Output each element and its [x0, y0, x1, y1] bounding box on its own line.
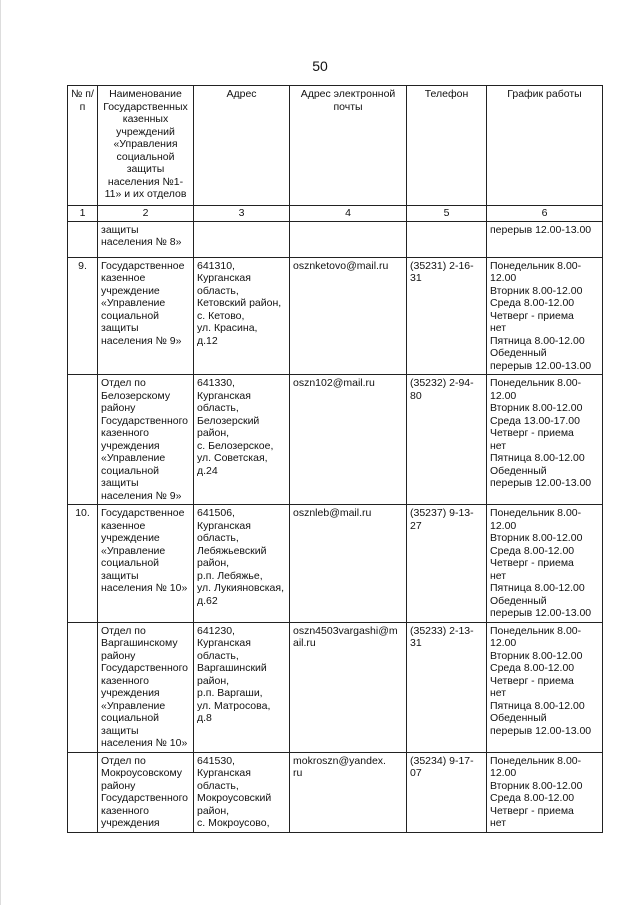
row-email: osznleb@mail.ru [290, 505, 407, 623]
scan-edge [0, 0, 1, 905]
institutions-table [67, 85, 603, 833]
row-address: 641310, Курганская область, Кетовский район, с. Кетово, ул. Красина, д.12 [194, 257, 290, 375]
row-name: Отдел по Белозерскому району Государственного казенного учреждения «Управление социальной защиты населения № 9» [98, 375, 194, 505]
row-num: 10. [68, 505, 98, 623]
row-name: Отдел по Варгашинскому району Государственного казенного учреждения «Управление социальной защиты населения № 10» [98, 622, 194, 752]
row-num [68, 221, 98, 257]
header-schedule: График работы [487, 86, 603, 206]
row-num [68, 375, 98, 505]
row-phone: (35233) 2-13- 31 [407, 622, 487, 752]
page-number: 50 [312, 58, 328, 74]
table-row [68, 505, 603, 623]
row-phone: (35231) 2-16- 31 [407, 257, 487, 375]
row-email: oszn4503vargashi@m ail.ru [290, 622, 407, 752]
table-row [68, 622, 603, 752]
row-schedule: Понедельник 8.00- 12.00 Вторник 8.00-12.00 Среда 13.00-17.00 Четверг - приема нет Пятница 8.00-12.00 Обеденный перерыв 12.00-13.00 [487, 375, 603, 505]
header-name: Наименование Государственных казенных учреждений «Управления социальной защиты населения №1- 11» и их отделов [98, 86, 194, 206]
header-email: Адрес электронной почты [290, 86, 407, 206]
row-name: Государственное казенное учреждение «Управление социальной защиты населения № 10» [98, 505, 194, 623]
header-num: № п/п [68, 86, 98, 206]
column-number-row [68, 206, 603, 222]
row-schedule: Понедельник 8.00- 12.00 Вторник 8.00-12.00 Среда 8.00-12.00 Четверг - приема нет [487, 752, 603, 832]
column-number: 6 [487, 206, 603, 222]
row-address [194, 221, 290, 257]
column-number: 3 [194, 206, 290, 222]
column-number: 5 [407, 206, 487, 222]
row-name: защиты населения № 8» [98, 221, 194, 257]
row-schedule: Понедельник 8.00- 12.00 Вторник 8.00-12.00 Среда 8.00-12.00 Четверг - приема нет Пятница 8.00-12.00 Обеденный перерыв 12.00-13.00 [487, 505, 603, 623]
table-header-row [68, 86, 603, 206]
row-email: mokroszn@yandex. ru [290, 752, 407, 832]
column-number: 2 [98, 206, 194, 222]
row-num: 9. [68, 257, 98, 375]
table-row [68, 221, 603, 257]
row-phone: (35234) 9-17- 07 [407, 752, 487, 832]
row-name: Государственное казенное учреждение «Управление социальной защиты населения № 9» [98, 257, 194, 375]
row-phone: (35237) 9-13- 27 [407, 505, 487, 623]
header-phone: Телефон [407, 86, 487, 206]
row-phone: (35232) 2-94- 80 [407, 375, 487, 505]
column-number: 1 [68, 206, 98, 222]
table-row [68, 257, 603, 375]
header-address: Адрес [194, 86, 290, 206]
row-address: 641506, Курганская область, Лебяжьевский район, р.п. Лебяжье, ул. Лукияновская, д.62 [194, 505, 290, 623]
row-schedule: Понедельник 8.00- 12.00 Вторник 8.00-12.00 Среда 8.00-12.00 Четверг - приема нет Пятница 8.00-12.00 Обеденный перерыв 12.00-13.00 [487, 257, 603, 375]
row-name: Отдел по Мокроусовскому району Государственного казенного учреждения [98, 752, 194, 832]
row-num [68, 622, 98, 752]
row-address: 641530, Курганская область, Мокроусовский район, с. Мокроусово, [194, 752, 290, 832]
table-row [68, 752, 603, 832]
row-phone [407, 221, 487, 257]
row-address: 641330, Курганская область, Белозерский район, с. Белозерское, ул. Советская, д.24 [194, 375, 290, 505]
row-email: osznketovo@mail.ru [290, 257, 407, 375]
row-num [68, 752, 98, 832]
row-schedule: Понедельник 8.00- 12.00 Вторник 8.00-12.00 Среда 8.00-12.00 Четверг - приема нет Пятница 8.00-12.00 Обеденный перерыв 12.00-13.00 [487, 622, 603, 752]
row-email [290, 221, 407, 257]
table-row [68, 375, 603, 505]
row-address: 641230, Курганская область, Варгашинский район, р.п. Варгаши, ул. Матросова, д.8 [194, 622, 290, 752]
column-number: 4 [290, 206, 407, 222]
row-email: oszn102@mail.ru [290, 375, 407, 505]
row-schedule: перерыв 12.00-13.00 [487, 221, 603, 257]
